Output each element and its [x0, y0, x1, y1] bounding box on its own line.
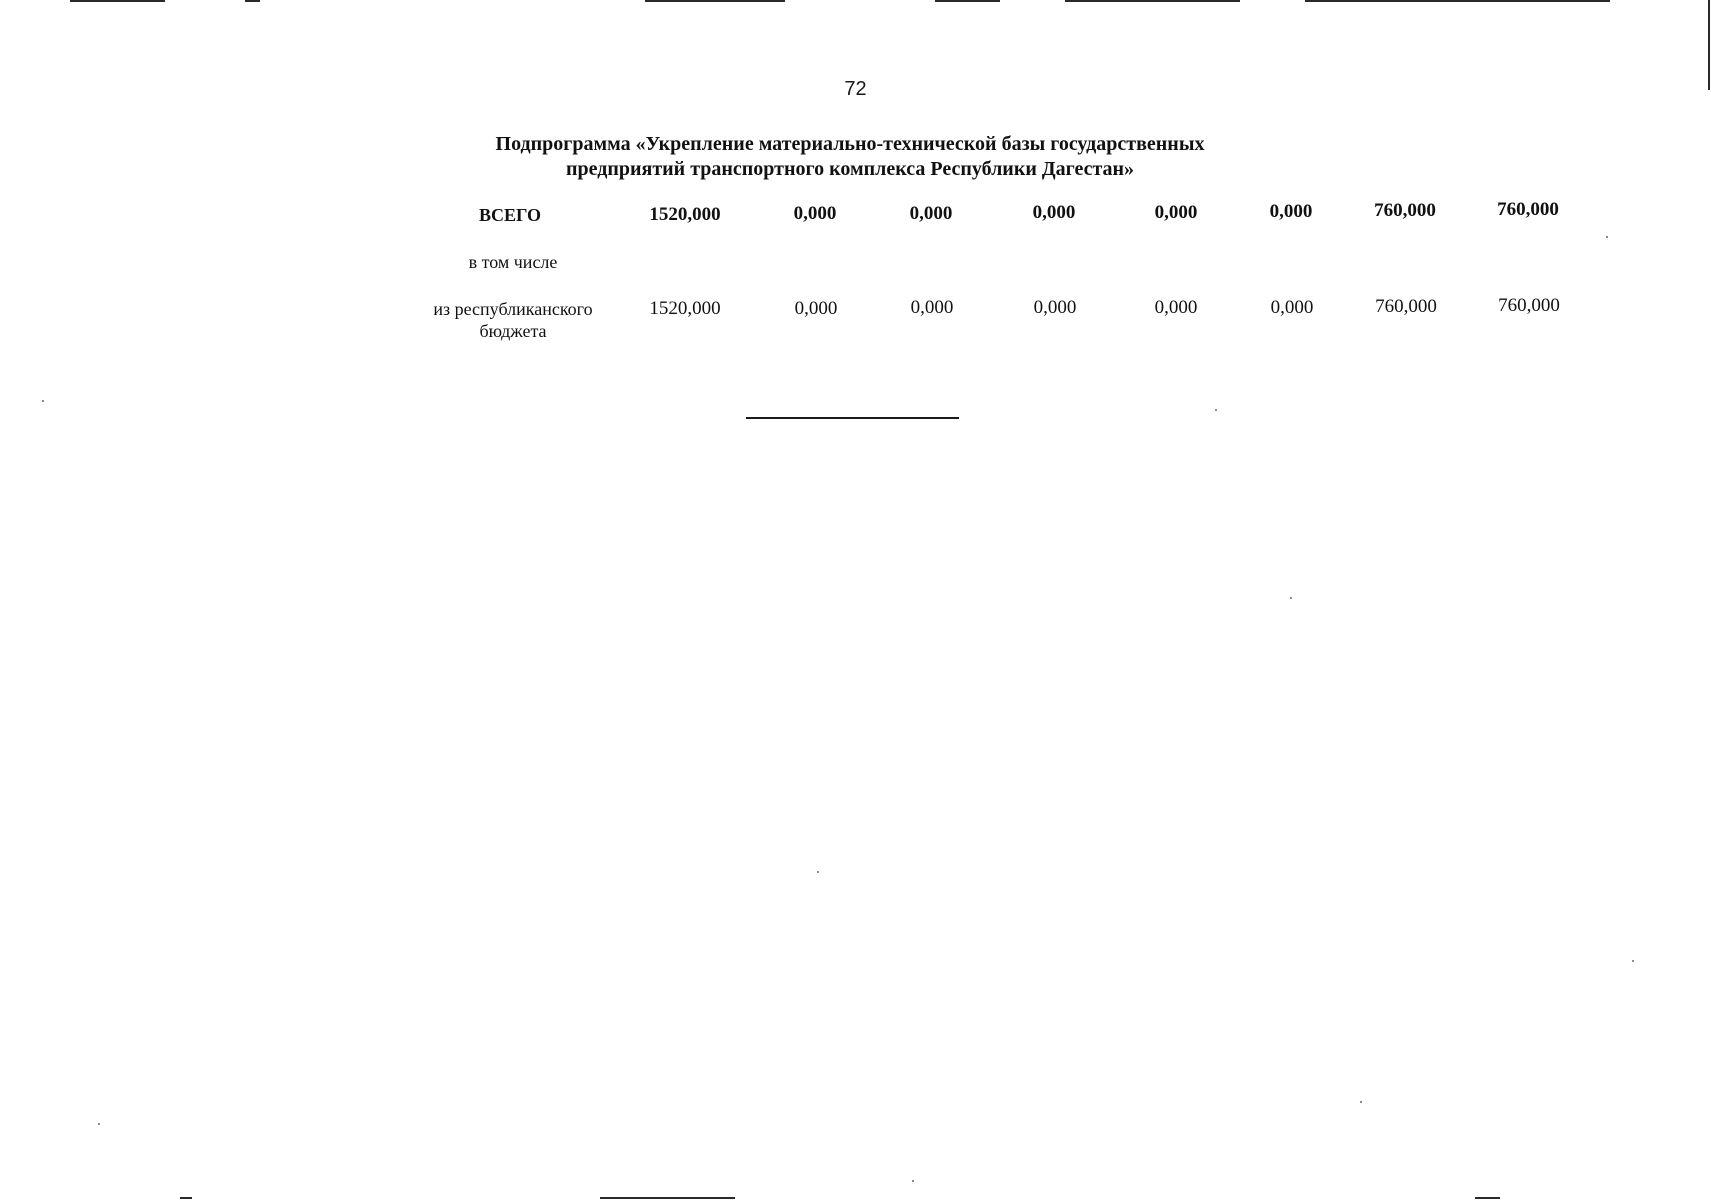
row-label-total: ВСЕГО: [478, 205, 541, 225]
value-cell: 0,000: [1032, 202, 1076, 223]
scan-edge-bottom-2: [180, 1197, 192, 1199]
scan-speck: [1215, 409, 1217, 411]
scan-speck: [1360, 1101, 1362, 1103]
value-cell: 0,000: [793, 203, 837, 224]
value-cell: 0,000: [910, 297, 954, 318]
value-cell: 760,000: [1498, 295, 1560, 316]
row-label-including: в том числе: [468, 252, 558, 272]
scan-edge-top-2: [245, 0, 260, 2]
value-cell: 760,000: [1375, 296, 1437, 317]
value-cell: 1520,000: [649, 204, 721, 225]
scan-edge-top-6: [1305, 0, 1610, 2]
end-of-section-rule: [746, 417, 959, 419]
value-cell: 1520,000: [649, 298, 721, 319]
scan-speck: [1606, 236, 1608, 238]
scan-edge-right: [1708, 0, 1710, 90]
scan-edge-bottom-3: [1475, 1197, 1500, 1199]
scan-edge-top-1: [70, 0, 165, 2]
scan-speck: [912, 1180, 914, 1182]
value-cell: 0,000: [1270, 297, 1314, 318]
title-line-1: Подпрограмма «Укрепление материально-технической базы государственных: [495, 133, 1205, 155]
table-row-total: [0, 199, 1711, 252]
value-cell: 0,000: [909, 203, 953, 224]
value-cell: 760,000: [1374, 200, 1436, 221]
value-cell: 760,000: [1497, 199, 1559, 220]
scan-speck: [98, 1123, 100, 1125]
scan-edge-top-3: [645, 0, 785, 2]
page-number: 72: [844, 78, 867, 100]
value-cell: 0,000: [1154, 202, 1198, 223]
subprogram-title: [380, 132, 1320, 182]
scan-edge-bottom-1: [600, 1197, 735, 1199]
scan-edge-top-4: [935, 0, 1000, 2]
scan-speck: [817, 871, 819, 873]
value-cell: 0,000: [1154, 297, 1198, 318]
scan-speck: [42, 400, 44, 402]
title-line-2: предприятий транспортного комплекса Республики Дагестан»: [565, 158, 1135, 180]
table-row-including: [0, 251, 1711, 301]
value-cell: 0,000: [1033, 297, 1077, 318]
table-row-republican-budget: [0, 295, 1711, 348]
row-label-republican-budget: из республиканского бюджета: [433, 299, 593, 341]
scan-speck: [1632, 960, 1634, 962]
value-cell: 0,000: [794, 298, 838, 319]
value-cell: 0,000: [1269, 201, 1313, 222]
scan-speck: [1290, 597, 1292, 599]
scan-edge-top-5: [1065, 0, 1240, 2]
